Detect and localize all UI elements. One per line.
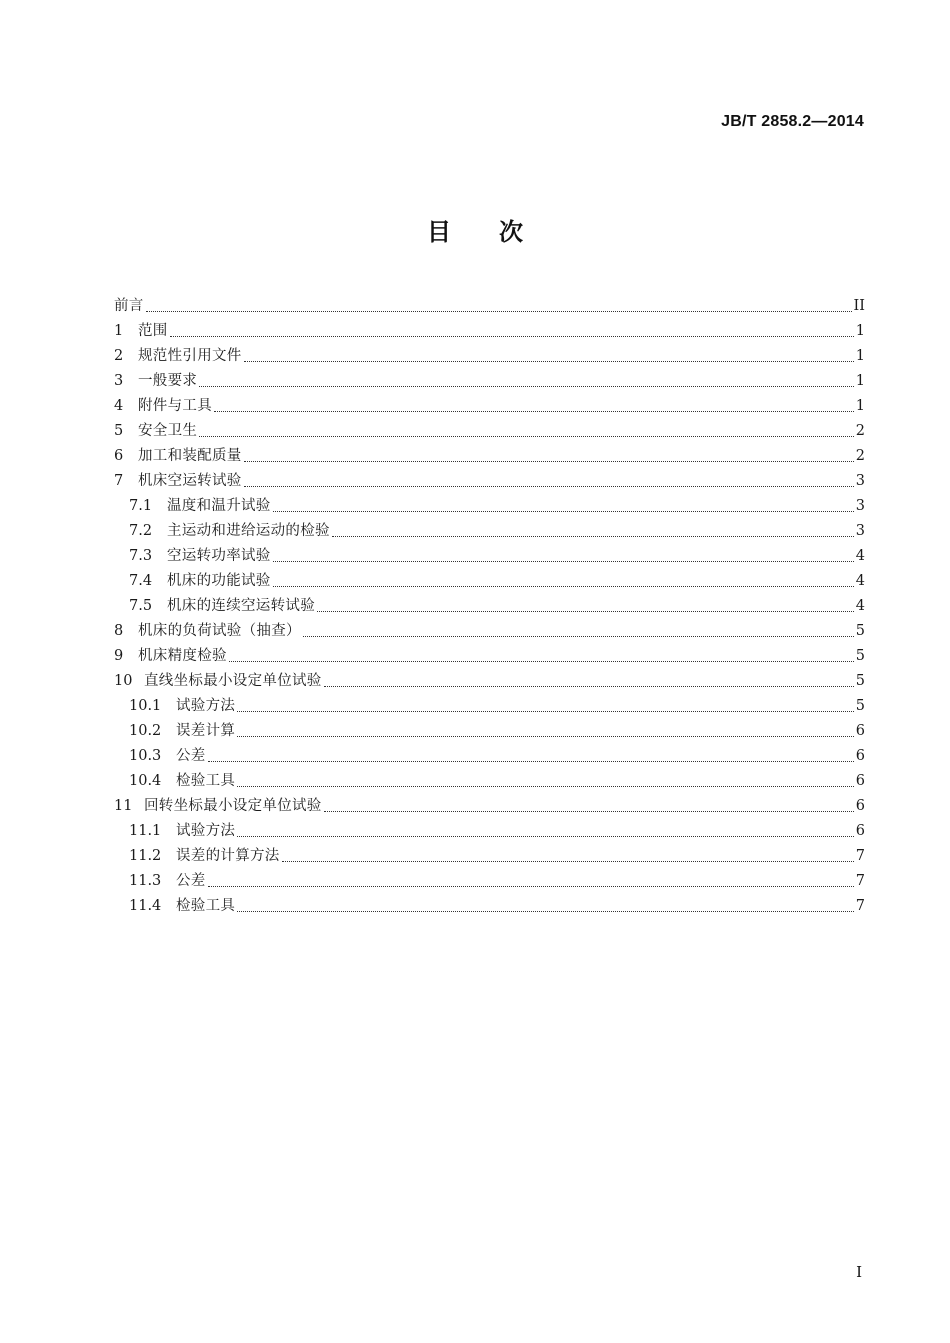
toc-entry-label: 公差 — [176, 873, 206, 889]
toc-entry[interactable] — [114, 690, 865, 715]
toc-dot-leader — [244, 485, 854, 487]
toc-dot-leader — [244, 460, 854, 462]
toc-entry-number: 1 — [114, 323, 124, 339]
toc-dot-leader — [170, 335, 854, 337]
toc-entry[interactable] — [114, 715, 865, 740]
toc-entry-page: 5 — [855, 623, 865, 639]
toc-entry[interactable] — [114, 615, 865, 640]
toc-entry-number: 10.2 — [129, 723, 162, 739]
toc-entry[interactable] — [114, 565, 865, 590]
toc-entry-number: 10 — [114, 673, 133, 689]
toc-dot-leader — [199, 385, 854, 387]
toc-entry-label: 主运动和进给运动的检验 — [167, 523, 330, 539]
page-number: I — [856, 1263, 862, 1281]
toc-dot-leader — [303, 635, 854, 637]
toc-entry-number: 6 — [114, 448, 124, 464]
toc-entry-label: 机床的功能试验 — [167, 573, 271, 589]
toc-entry-number: 4 — [114, 398, 124, 414]
toc-entry-label: 公差 — [176, 748, 206, 764]
toc-entry-page: 4 — [855, 573, 865, 589]
toc-entry-page: 6 — [855, 798, 865, 814]
toc-entry-page: 1 — [855, 398, 865, 414]
toc-dot-leader — [332, 535, 854, 537]
toc-entry-page: 5 — [855, 698, 865, 714]
toc-entry-page: 3 — [855, 498, 865, 514]
toc-entry-number: 7.4 — [129, 573, 153, 589]
toc-entry[interactable] — [114, 765, 865, 790]
toc-dot-leader — [244, 360, 854, 362]
toc-entry-page: 3 — [855, 473, 865, 489]
toc-dot-leader — [199, 435, 854, 437]
toc-dot-leader — [237, 910, 854, 912]
toc-entry-label: 安全卫生 — [138, 423, 198, 439]
toc-dot-leader — [208, 760, 854, 762]
toc-entry[interactable] — [114, 890, 865, 915]
toc-entry-number: 11 — [114, 798, 133, 814]
toc-entry-label: 范围 — [138, 323, 168, 339]
toc-entry-label: 机床的连续空运转试验 — [167, 598, 315, 614]
table-of-contents — [114, 290, 865, 915]
toc-entry-number: 11.2 — [129, 848, 162, 864]
toc-entry-number: 9 — [114, 648, 124, 664]
toc-entry[interactable] — [114, 665, 865, 690]
toc-entry-number: 3 — [114, 373, 124, 389]
toc-entry-label: 检验工具 — [176, 773, 236, 789]
toc-entry-label: 机床的负荷试验（抽查） — [138, 623, 301, 639]
toc-entry[interactable] — [114, 315, 865, 340]
toc-entry-page: 7 — [855, 873, 865, 889]
toc-entry-label: 直线坐标最小设定单位试验 — [144, 673, 322, 689]
toc-dot-leader — [317, 610, 854, 612]
toc-entry[interactable] — [114, 590, 865, 615]
toc-entry-number: 2 — [114, 348, 124, 364]
toc-entry-label: 空运转功率试验 — [167, 548, 271, 564]
toc-entry-number: 7 — [114, 473, 124, 489]
toc-entry-label: 规范性引用文件 — [138, 348, 242, 364]
toc-entry-page: 6 — [855, 748, 865, 764]
toc-dot-leader — [214, 410, 854, 412]
toc-entry-page: 2 — [855, 423, 865, 439]
toc-entry-label: 误差的计算方法 — [176, 848, 280, 864]
toc-dot-leader — [237, 735, 854, 737]
toc-dot-leader — [237, 710, 854, 712]
toc-entry-page: 6 — [855, 723, 865, 739]
page-title-text: 目次 — [427, 217, 571, 246]
toc-entry-number: 11.4 — [129, 898, 162, 914]
toc-entry-label: 机床精度检验 — [138, 648, 227, 664]
toc-entry-label: 附件与工具 — [138, 398, 212, 414]
toc-entry-label: 试验方法 — [176, 823, 236, 839]
toc-entry-page: 6 — [855, 773, 865, 789]
toc-entry-page: 5 — [855, 648, 865, 664]
toc-entry[interactable] — [114, 515, 865, 540]
toc-entry-page: 4 — [855, 548, 865, 564]
toc-entry-label: 前言 — [114, 298, 144, 314]
toc-entry-page: 1 — [855, 348, 865, 364]
toc-dot-leader — [282, 860, 854, 862]
toc-entry-number: 10.1 — [129, 698, 162, 714]
toc-entry-number: 7.2 — [129, 523, 153, 539]
toc-entry[interactable] — [114, 290, 865, 315]
toc-entry-label: 温度和温升试验 — [167, 498, 271, 514]
toc-entry[interactable] — [114, 440, 865, 465]
toc-entry-label: 误差计算 — [176, 723, 236, 739]
toc-entry[interactable] — [114, 390, 865, 415]
toc-entry-label: 加工和装配质量 — [138, 448, 242, 464]
toc-entry[interactable] — [114, 815, 865, 840]
toc-dot-leader — [324, 810, 854, 812]
toc-entry[interactable] — [114, 865, 865, 890]
toc-entry-number: 7.1 — [129, 498, 153, 514]
toc-entry-number: 5 — [114, 423, 124, 439]
toc-entry[interactable] — [114, 790, 865, 815]
toc-entry-number: 10.4 — [129, 773, 162, 789]
toc-entry[interactable] — [114, 640, 865, 665]
toc-dot-leader — [273, 560, 854, 562]
toc-entry-page: 4 — [855, 598, 865, 614]
toc-dot-leader — [237, 785, 854, 787]
toc-entry-label: 回转坐标最小设定单位试验 — [144, 798, 322, 814]
toc-entry-number: 8 — [114, 623, 124, 639]
page-title — [0, 212, 950, 247]
toc-dot-leader — [273, 585, 854, 587]
toc-entry[interactable] — [114, 490, 865, 515]
toc-entry-number: 11.1 — [129, 823, 162, 839]
toc-entry-page: 3 — [855, 523, 865, 539]
toc-entry-number: 7.5 — [129, 598, 153, 614]
toc-entry-label: 检验工具 — [176, 898, 236, 914]
toc-entry-page: II — [853, 298, 865, 314]
toc-dot-leader — [273, 510, 854, 512]
toc-entry-page: 7 — [855, 898, 865, 914]
toc-entry[interactable] — [114, 465, 865, 490]
toc-entry-number: 11.3 — [129, 873, 162, 889]
toc-entry-page: 2 — [855, 448, 865, 464]
toc-dot-leader — [229, 660, 854, 662]
toc-entry[interactable] — [114, 365, 865, 390]
toc-dot-leader — [237, 835, 854, 837]
toc-entry-page: 1 — [855, 373, 865, 389]
toc-entry-page: 5 — [855, 673, 865, 689]
toc-entry[interactable] — [114, 740, 865, 765]
toc-entry-number: 10.3 — [129, 748, 162, 764]
toc-dot-leader — [324, 685, 854, 687]
toc-dot-leader — [208, 885, 854, 887]
toc-entry-page: 7 — [855, 848, 865, 864]
toc-entry-page: 1 — [855, 323, 865, 339]
toc-entry-label: 一般要求 — [138, 373, 198, 389]
toc-entry-label: 试验方法 — [176, 698, 236, 714]
toc-entry-page: 6 — [855, 823, 865, 839]
toc-entry-number: 7.3 — [129, 548, 153, 564]
toc-entry[interactable] — [114, 340, 865, 365]
toc-entry-label: 机床空运转试验 — [138, 473, 242, 489]
toc-entry[interactable] — [114, 840, 865, 865]
toc-entry[interactable] — [114, 540, 865, 565]
toc-dot-leader — [146, 310, 852, 312]
toc-entry[interactable] — [114, 415, 865, 440]
standard-code: JB/T 2858.2—2014 — [721, 113, 864, 130]
